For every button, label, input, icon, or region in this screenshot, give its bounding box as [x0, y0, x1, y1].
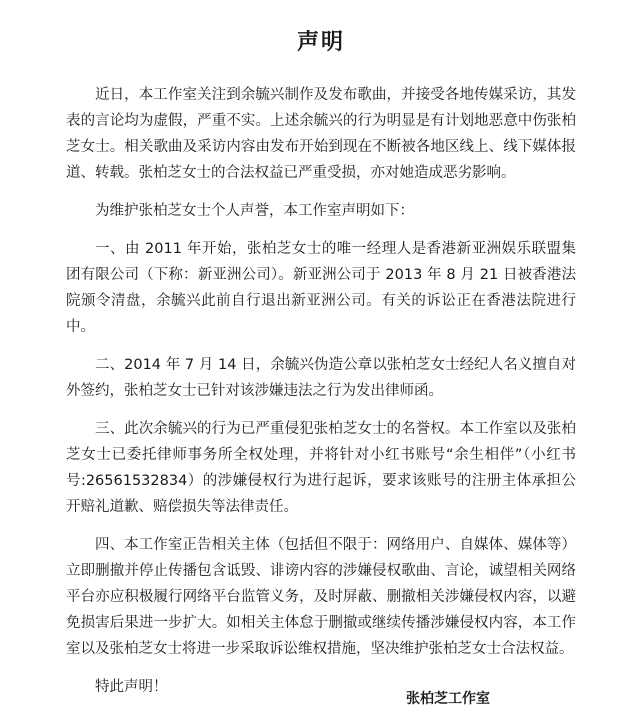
signature: 张柏芝工作室 — [406, 691, 490, 707]
paragraph-declaration-lead: 为维护张柏芝女士个人声誉，本工作室声明如下： — [95, 203, 414, 219]
paragraph-point-1: 一、由 2011 年开始，张柏芝女士的唯一经理人是香港新亚洲娱乐联盟集团有限公司（下称：新亚洲公司）。新亚洲公司于 2013 年 8 月 21 日被香港法院颁令清盘，余毓兴此前自行退出新亚洲公司。有关的诉讼正在香港法院进行中。 — [66, 241, 576, 335]
document-title: 声明 — [296, 30, 345, 55]
paragraph-point-4: 四、本工作室正告相关主体（包括但不限于：网络用户、自媒体、媒体等）立即删撤并停止传播包含诋毁、诽谤内容的涉嫌侵权歌曲、言论，诚望相关网络平台亦应积极履行网络平台监管义务，及时屏蔽、删撤相关涉嫌侵权内容，以避免损害后果进一步扩大。如相关主体怠于删撤或继续传播涉嫌侵权内容，本工作室以及张柏芝女士将进一步采取诉讼维权措施，坚决维护张柏芝女士合法权益。 — [66, 537, 576, 657]
paragraph-intro: 近日，本工作室关注到余毓兴制作及发布歌曲，并接受各地传媒采访，其发表的言论均为虚假，严重不实。上述余毓兴的行为明显是有计划地恶意中伤张柏芝女士。相关歌曲及采访内容由发布开始到现在不断被各地区线上、线下媒体报道、转载。张柏芝女士的合法权益已严重受损，亦对她造成恶劣影响。 — [66, 87, 576, 181]
paragraph-closing: 特此声明！ — [95, 679, 168, 695]
paragraph-point-3: 三、此次余毓兴的行为已严重侵犯张柏芝女士的名誉权。本工作室以及张柏芝女士已委托律师事务所全权处理，并将针对小红书账号“余生相伴”（小红书号:26561532834）的涉嫌侵权行为进行起诉，要求该账号的注册主体承担公开赔礼道歉、赔偿损失等法律责任。 — [66, 421, 576, 515]
paragraph-point-2: 二、2014 年 7 月 14 日，余毓兴伪造公章以张柏芝女士经纪人名义擅自对外签约，张柏芝女士已针对该涉嫌违法之行为发出律师函。 — [66, 357, 576, 399]
